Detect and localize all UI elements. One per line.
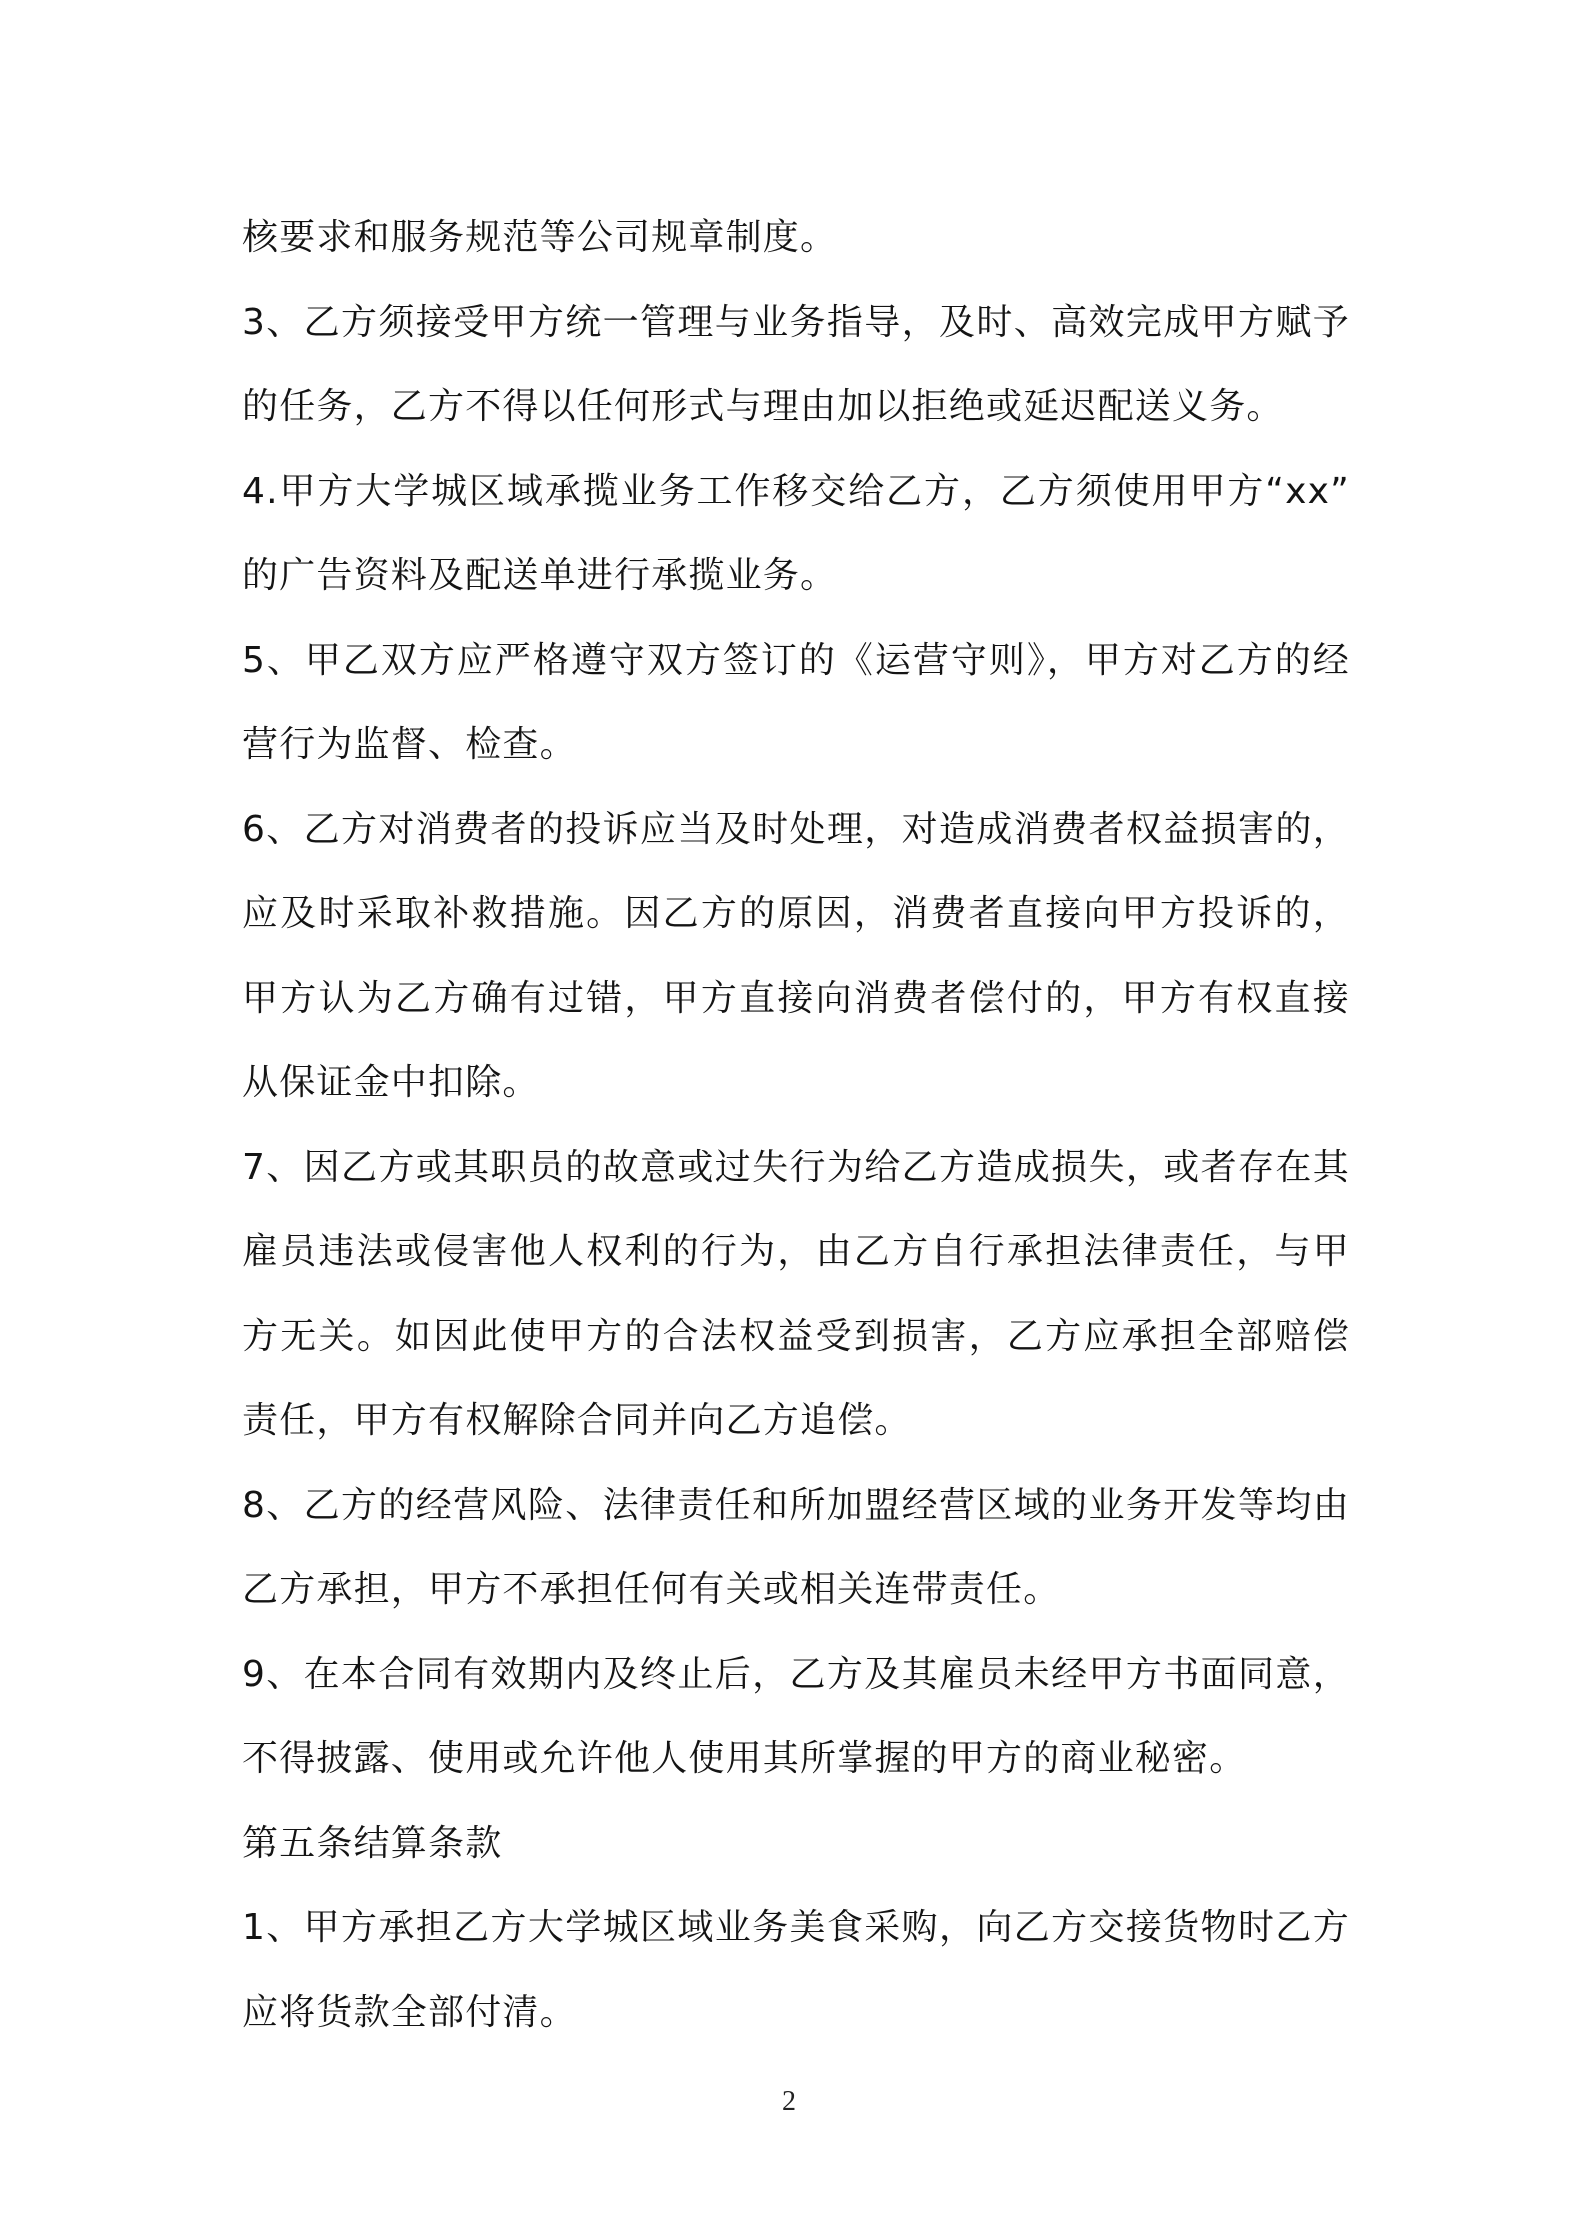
- text-line: 的任务，乙方不得以任何形式与理由加以拒绝或延迟配送义务。: [242, 386, 1284, 427]
- section-heading: 第五条结算条款: [242, 1822, 503, 1864]
- text-line: 方无关。如因此使甲方的合法权益受到损害，乙方应承担全部赔偿: [242, 1315, 1350, 1357]
- text-line: 应及时采取补救措施。因乙方的原因，消费者直接向甲方投诉的，: [242, 893, 1350, 934]
- page-number: 2: [782, 2086, 796, 2117]
- text-line: 应将货款全部付清。: [242, 1991, 577, 2033]
- text-line: 雇员违法或侵害他人权利的行为，由乙方自行承担法律责任，与甲: [242, 1231, 1350, 1272]
- text-line: 不得披露、使用或允许他人使用其所掌握的甲方的商业秘密。: [242, 1738, 1247, 1779]
- text-line: 7、因乙方或其职员的故意或过失行为给乙方造成损失，或者存在其: [242, 1146, 1350, 1188]
- text-line: 4.甲方大学城区域承揽业务工作移交给乙方，乙方须使用甲方“xx”: [242, 470, 1350, 512]
- text-line: 8、乙方的经营风险、法律责任和所加盟经营区域的业务开发等均由: [242, 1484, 1350, 1526]
- text-line: 核要求和服务规范等公司规章制度。: [242, 217, 838, 258]
- text-line: 责任，甲方有权解除合同并向乙方追偿。: [242, 1400, 912, 1441]
- text-line: 1、甲方承担乙方大学城区域业务美食采购，向乙方交接货物时乙方: [242, 1907, 1350, 1948]
- text-line: 乙方承担，甲方不承担任何有关或相关连带责任。: [242, 1569, 1061, 1610]
- text-line: 从保证金中扣除。: [242, 1062, 540, 1103]
- text-line: 营行为监督、检查。: [242, 724, 577, 765]
- text-line: 3、乙方须接受甲方统一管理与业务指导，及时、高效完成甲方赋予: [242, 301, 1350, 343]
- document-body: [242, 196, 1350, 2055]
- text-line: 5、甲乙双方应严格遵守双方签订的《运营守则》，甲方对乙方的经: [242, 639, 1350, 681]
- text-line: 6、乙方对消费者的投诉应当及时处理，对造成消费者权益损害的，: [242, 808, 1350, 850]
- text-line: 甲方认为乙方确有过错，甲方直接向消费者偿付的，甲方有权直接: [242, 977, 1350, 1019]
- text-line: 9、在本合同有效期内及终止后，乙方及其雇员未经甲方书面同意，: [242, 1653, 1350, 1695]
- text-line: 的广告资料及配送单进行承揽业务。: [242, 555, 838, 596]
